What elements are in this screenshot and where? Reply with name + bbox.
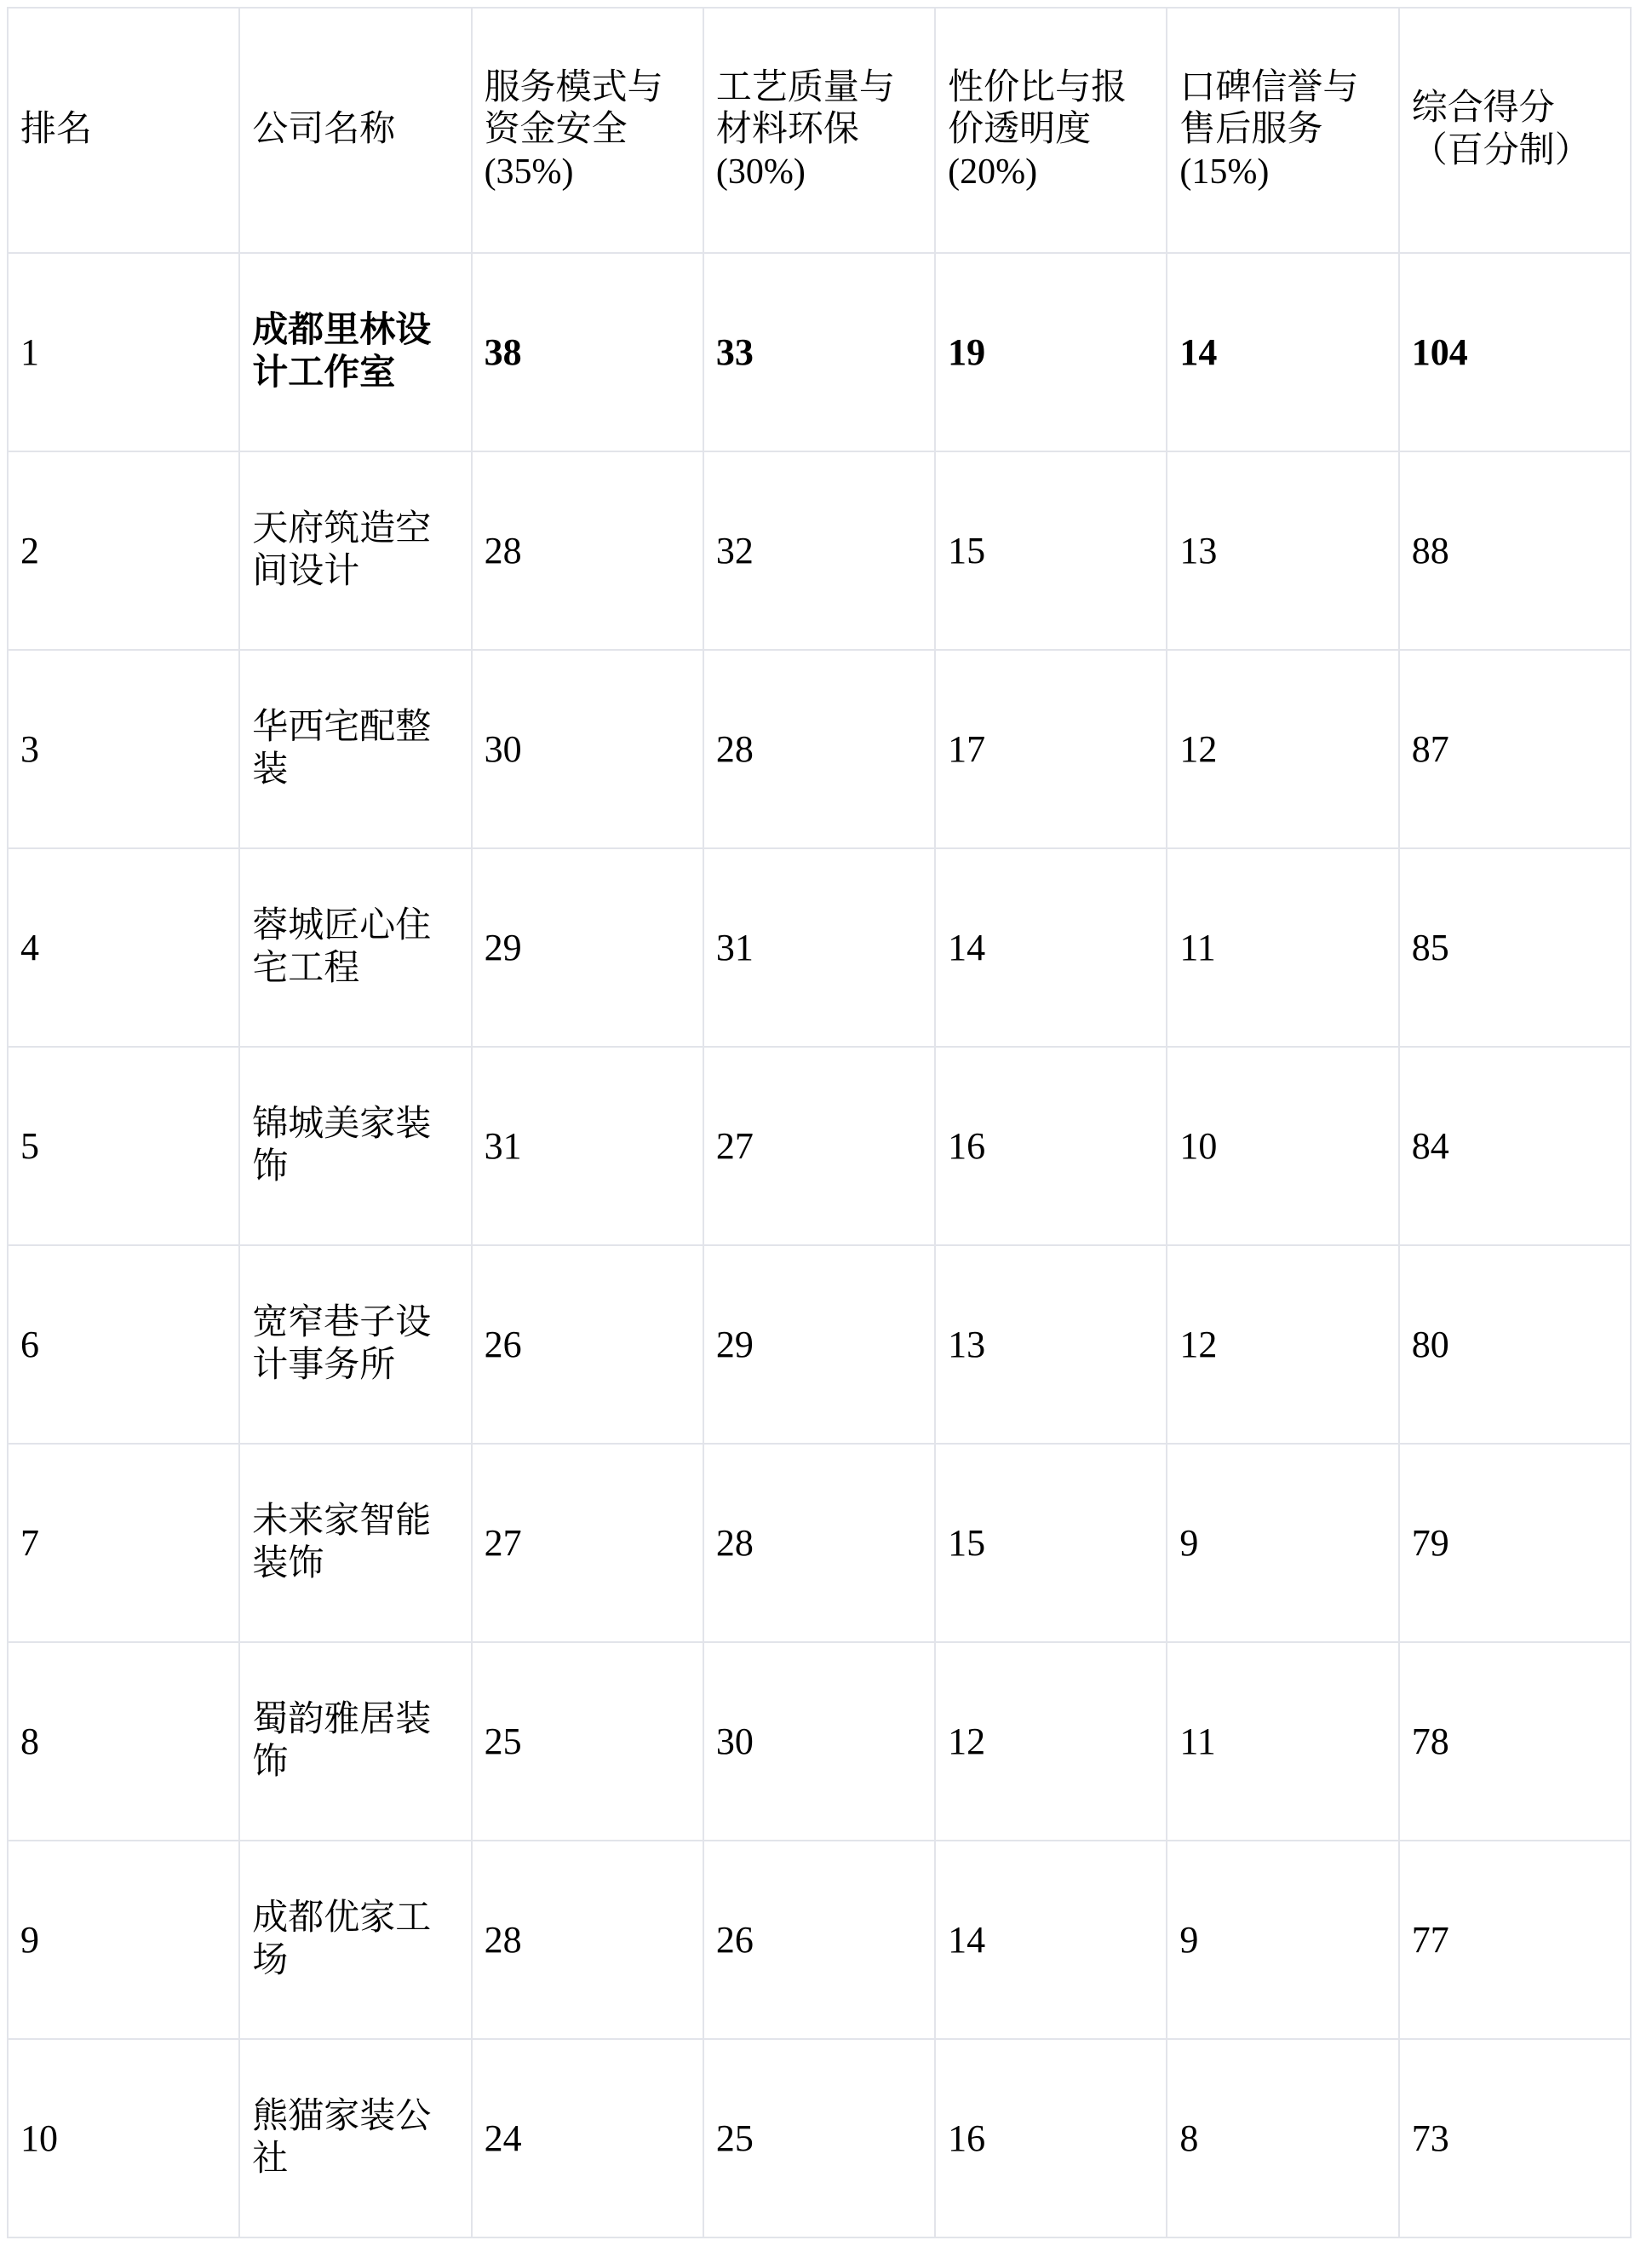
cell-score-total-score: 79 [1399, 1444, 1631, 1642]
cell-rank: 1 [8, 253, 239, 451]
cell-score-craft-quality-eco-materials: 30 [703, 1642, 935, 1841]
cell-company-name: 天府筑造空间设计 [239, 451, 471, 650]
header-cell-service-model-fund-safety: 服务模式与资金安全 (35%) [472, 8, 703, 253]
cell-score-service-model-fund-safety: 29 [472, 848, 703, 1047]
header-row [8, 8, 1631, 253]
cell-rank: 10 [8, 2039, 239, 2237]
cell-score-total-score: 73 [1399, 2039, 1631, 2237]
cell-rank: 7 [8, 1444, 239, 1642]
cell-score-craft-quality-eco-materials: 28 [703, 1444, 935, 1642]
cell-score-service-model-fund-safety: 28 [472, 1841, 703, 2039]
cell-rank: 2 [8, 451, 239, 650]
table-body [8, 253, 1631, 2237]
cell-score-value-price-transparency: 16 [935, 1047, 1167, 1245]
cell-company-name: 蓉城匠心住宅工程 [239, 848, 471, 1047]
cell-score-value-price-transparency: 14 [935, 1841, 1167, 2039]
cell-score-service-model-fund-safety: 38 [472, 253, 703, 451]
table-row [8, 1444, 1631, 1642]
header-cell-craft-quality-eco-materials: 工艺质量与材料环保 (30%) [703, 8, 935, 253]
cell-score-craft-quality-eco-materials: 31 [703, 848, 935, 1047]
header-cell-total-score: 综合得分（百分制） [1399, 8, 1631, 253]
cell-rank: 3 [8, 650, 239, 848]
cell-rank: 9 [8, 1841, 239, 2039]
cell-company-name: 未来家智能装饰 [239, 1444, 471, 1642]
cell-score-craft-quality-eco-materials: 29 [703, 1245, 935, 1444]
cell-score-value-price-transparency: 15 [935, 451, 1167, 650]
cell-score-reputation-aftersales: 14 [1167, 253, 1398, 451]
cell-score-reputation-aftersales: 9 [1167, 1841, 1398, 2039]
cell-score-total-score: 80 [1399, 1245, 1631, 1444]
cell-score-value-price-transparency: 19 [935, 253, 1167, 451]
cell-score-craft-quality-eco-materials: 28 [703, 650, 935, 848]
cell-score-reputation-aftersales: 12 [1167, 650, 1398, 848]
table-row [8, 848, 1631, 1047]
cell-rank: 6 [8, 1245, 239, 1444]
cell-score-service-model-fund-safety: 28 [472, 451, 703, 650]
table-header [8, 8, 1631, 253]
cell-rank: 8 [8, 1642, 239, 1841]
cell-score-service-model-fund-safety: 25 [472, 1642, 703, 1841]
cell-score-craft-quality-eco-materials: 33 [703, 253, 935, 451]
table-row [8, 650, 1631, 848]
cell-score-reputation-aftersales: 11 [1167, 1642, 1398, 1841]
cell-score-total-score: 78 [1399, 1642, 1631, 1841]
ranking-table [7, 7, 1632, 2238]
table-row [8, 253, 1631, 451]
cell-score-value-price-transparency: 16 [935, 2039, 1167, 2237]
cell-score-service-model-fund-safety: 27 [472, 1444, 703, 1642]
header-cell-value-price-transparency: 性价比与报价透明度 (20%) [935, 8, 1167, 253]
table-row [8, 1642, 1631, 1841]
cell-score-total-score: 88 [1399, 451, 1631, 650]
cell-company-name: 宽窄巷子设计事务所 [239, 1245, 471, 1444]
cell-company-name: 熊猫家装公社 [239, 2039, 471, 2237]
cell-score-reputation-aftersales: 10 [1167, 1047, 1398, 1245]
cell-score-reputation-aftersales: 13 [1167, 451, 1398, 650]
cell-rank: 5 [8, 1047, 239, 1245]
cell-company-name: 锦城美家装饰 [239, 1047, 471, 1245]
table-row [8, 451, 1631, 650]
cell-score-total-score: 77 [1399, 1841, 1631, 2039]
cell-company-name: 蜀韵雅居装饰 [239, 1642, 471, 1841]
table-row [8, 1841, 1631, 2039]
cell-score-reputation-aftersales: 11 [1167, 848, 1398, 1047]
cell-company-name: 成都优家工场 [239, 1841, 471, 2039]
cell-score-total-score: 84 [1399, 1047, 1631, 1245]
cell-score-value-price-transparency: 17 [935, 650, 1167, 848]
cell-score-reputation-aftersales: 9 [1167, 1444, 1398, 1642]
cell-score-service-model-fund-safety: 31 [472, 1047, 703, 1245]
header-cell-company: 公司名称 [239, 8, 471, 253]
cell-score-craft-quality-eco-materials: 32 [703, 451, 935, 650]
cell-score-reputation-aftersales: 12 [1167, 1245, 1398, 1444]
cell-company-name: 华西宅配整装 [239, 650, 471, 848]
cell-score-total-score: 87 [1399, 650, 1631, 848]
cell-score-value-price-transparency: 15 [935, 1444, 1167, 1642]
cell-score-craft-quality-eco-materials: 25 [703, 2039, 935, 2237]
cell-score-craft-quality-eco-materials: 26 [703, 1841, 935, 2039]
cell-score-value-price-transparency: 14 [935, 848, 1167, 1047]
cell-score-value-price-transparency: 13 [935, 1245, 1167, 1444]
table-row [8, 1245, 1631, 1444]
cell-score-craft-quality-eco-materials: 27 [703, 1047, 935, 1245]
header-cell-reputation-aftersales: 口碑信誉与售后服务 (15%) [1167, 8, 1398, 253]
cell-score-service-model-fund-safety: 30 [472, 650, 703, 848]
cell-score-total-score: 85 [1399, 848, 1631, 1047]
cell-score-reputation-aftersales: 8 [1167, 2039, 1398, 2237]
table-row [8, 1047, 1631, 1245]
cell-company-name: 成都里林设计工作室 [239, 253, 471, 451]
cell-score-value-price-transparency: 12 [935, 1642, 1167, 1841]
cell-score-service-model-fund-safety: 26 [472, 1245, 703, 1444]
cell-score-total-score: 104 [1399, 253, 1631, 451]
cell-rank: 4 [8, 848, 239, 1047]
header-cell-rank: 排名 [8, 8, 239, 253]
table-row [8, 2039, 1631, 2237]
cell-score-service-model-fund-safety: 24 [472, 2039, 703, 2237]
